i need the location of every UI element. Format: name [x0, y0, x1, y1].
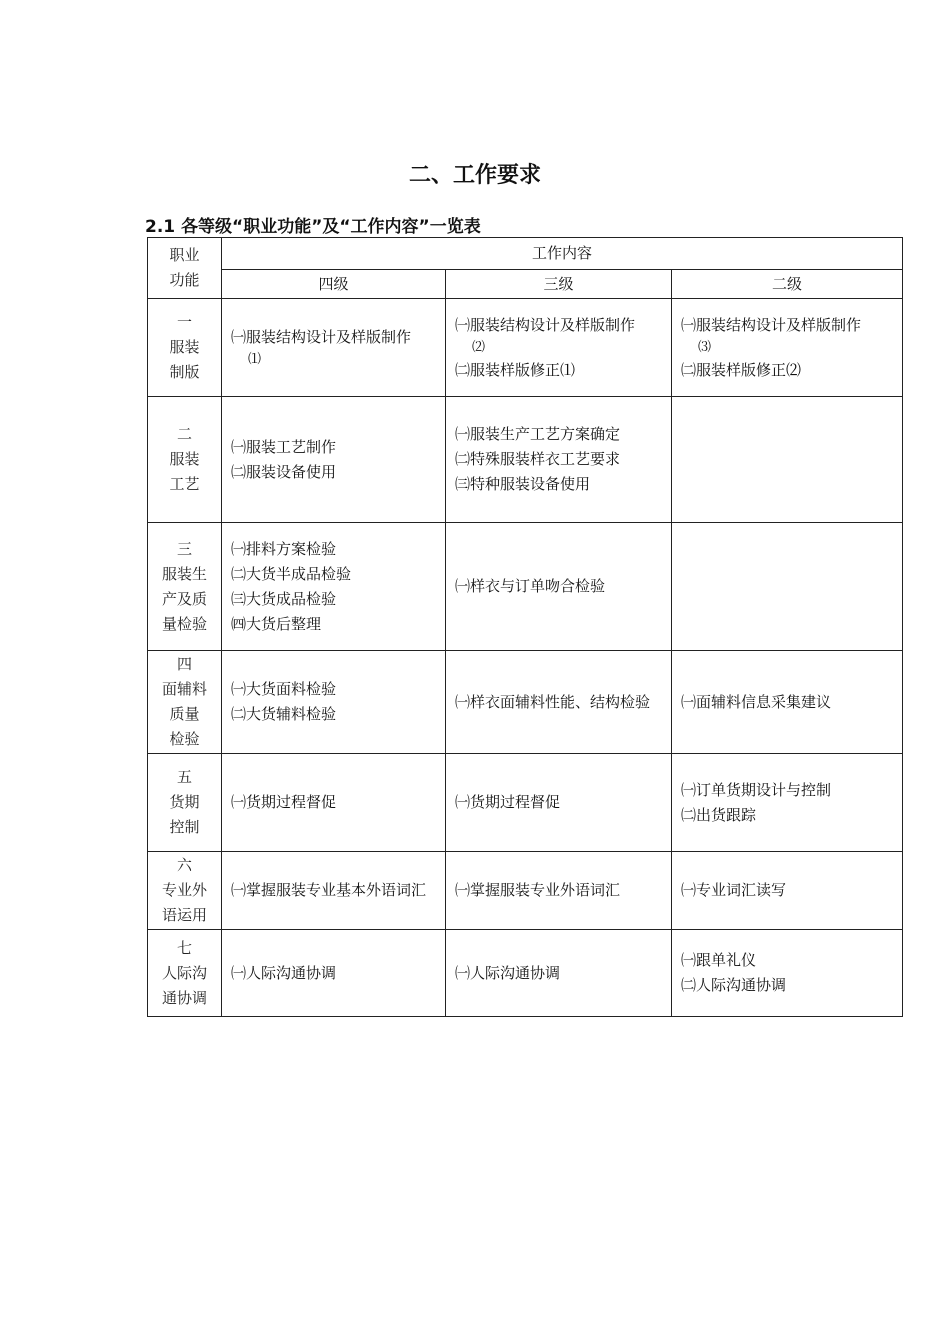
work-item: ㈠人际沟通协调: [231, 963, 337, 982]
work-item: ㈠掌握服装专业基本外语词汇: [231, 881, 427, 899]
table-row: [148, 651, 903, 754]
function-line: 量检验: [161, 614, 207, 633]
content-cell-level-2: [672, 397, 903, 523]
function-line: 语运用: [161, 906, 207, 924]
work-item: ㈠样衣面辅料性能、结构检验: [455, 692, 651, 711]
function-header-line: 职业: [169, 246, 200, 264]
work-item: ㈠服装结构设计及样版制作: [231, 328, 412, 346]
table-row: [148, 299, 903, 397]
content-header-cell: 工作内容: [222, 238, 903, 270]
work-item: ㈡人际沟通协调: [681, 976, 787, 994]
work-item: ㈠排料方案检验: [231, 539, 337, 558]
content-cell-level-2: [672, 852, 903, 930]
content-cell-level-4: [222, 397, 446, 523]
work-item: ㈠掌握服装专业外语词汇: [455, 881, 621, 899]
table-row: [148, 754, 903, 852]
function-header-line: 功能: [169, 271, 200, 289]
function-line: 服装: [169, 338, 200, 356]
function-line: 货期: [169, 793, 200, 811]
work-item: ㈠服装工艺制作: [231, 437, 337, 456]
function-line: 通协调: [161, 988, 207, 1007]
work-item: ㈠人际沟通协调: [455, 963, 561, 982]
work-item: ㈠货期过程督促: [231, 793, 337, 811]
work-item: ㈡服装样版修正⑴: [455, 360, 576, 379]
content-cell-level-2: [672, 930, 903, 1017]
content-cell-level-4: [222, 754, 446, 852]
work-item: ㈠服装结构设计及样版制作: [681, 315, 862, 334]
content-cell-level-4: [222, 523, 446, 651]
content-cell-level-3: [446, 930, 672, 1017]
work-item: ㈠货期过程督促: [455, 793, 561, 811]
work-item: ㈠跟单礼仪: [681, 951, 757, 969]
work-item: ㈡服装设备使用: [231, 462, 337, 481]
content-cell-level-3: [446, 852, 672, 930]
function-cell: [148, 397, 222, 523]
work-item-suffix: ⑴: [248, 352, 262, 367]
level-header-3: 三级: [446, 270, 672, 299]
work-item: ㈡特殊服装样衣工艺要求: [455, 450, 621, 468]
level-header-2: 二级: [672, 270, 903, 299]
work-item: ㈠服装生产工艺方案确定: [455, 425, 621, 443]
content-cell-level-3: [446, 397, 672, 523]
function-cell: [148, 930, 222, 1017]
function-header-cell: [148, 238, 222, 299]
function-line: 产及质: [161, 589, 207, 608]
work-item-suffix: ⑶: [698, 339, 712, 355]
function-line: 控制: [169, 818, 200, 836]
work-item: ㈢大货成品检验: [231, 589, 337, 608]
work-item-suffix: ⑵: [472, 339, 486, 355]
function-cell: [148, 299, 222, 397]
function-line: 一: [176, 313, 192, 331]
function-line: 人际沟: [161, 963, 207, 982]
page-title: 二、工作要求: [408, 163, 541, 188]
work-item: ㈠大货面料检验: [231, 680, 337, 698]
work-item: ㈠面辅料信息采集建议: [681, 692, 832, 711]
content-cell-level-2: [672, 651, 903, 754]
table-row: [148, 523, 903, 651]
table-caption: 2.1 各等级“职业功能”及“工作内容”一览表: [145, 217, 481, 237]
function-line: 四: [176, 655, 192, 673]
function-line: 六: [176, 856, 192, 874]
function-cell: [148, 852, 222, 930]
content-cell-level-3: [446, 651, 672, 754]
function-cell: [148, 754, 222, 852]
work-requirements-table: [147, 237, 903, 1017]
work-item: ㈡服装样版修正⑵: [681, 360, 802, 379]
content-cell-level-4: [222, 651, 446, 754]
work-item: ㈠样衣与订单吻合检验: [455, 577, 606, 595]
function-cell: [148, 651, 222, 754]
content-cell-level-3: [446, 299, 672, 397]
function-line: 检验: [169, 730, 200, 748]
content-cell-level-2: [672, 754, 903, 852]
function-line: 五: [176, 768, 192, 786]
table-row: [148, 930, 903, 1017]
content-cell-level-4: [222, 930, 446, 1017]
content-cell-level-2: [672, 523, 903, 651]
function-line: 质量: [169, 705, 200, 723]
work-item: ㈣大货后整理: [231, 614, 322, 633]
header-row: [148, 238, 903, 270]
function-line: 面辅料: [161, 680, 207, 698]
content-cell-level-3: [446, 754, 672, 852]
work-item: ㈠服装结构设计及样版制作: [455, 315, 636, 334]
table-row: [148, 852, 903, 930]
function-line: 二: [176, 425, 192, 443]
function-line: 制版: [169, 363, 200, 381]
content-cell-level-2: [672, 299, 903, 397]
content-cell-level-4: [222, 852, 446, 930]
function-line: 服装: [169, 450, 200, 468]
function-cell: [148, 523, 222, 651]
table-row: [148, 397, 903, 523]
function-line: 专业外: [161, 881, 207, 899]
work-item: ㈡大货辅料检验: [231, 705, 337, 723]
level-header-4: 四级: [222, 270, 446, 299]
function-line: 三: [176, 539, 192, 558]
work-item: ㈠订单货期设计与控制: [681, 780, 832, 799]
work-item: ㈡出货跟踪: [681, 805, 757, 824]
work-item: ㈡大货半成品检验: [231, 564, 352, 583]
work-item: ㈠专业词汇读写: [681, 881, 787, 899]
content-cell-level-4: [222, 299, 446, 397]
content-cell-level-3: [446, 523, 672, 651]
function-line: 七: [176, 938, 192, 957]
work-item: ㈢特种服装设备使用: [455, 475, 591, 493]
function-line: 工艺: [169, 475, 200, 493]
function-line: 服装生: [161, 564, 207, 583]
level-header-row: [148, 270, 903, 299]
